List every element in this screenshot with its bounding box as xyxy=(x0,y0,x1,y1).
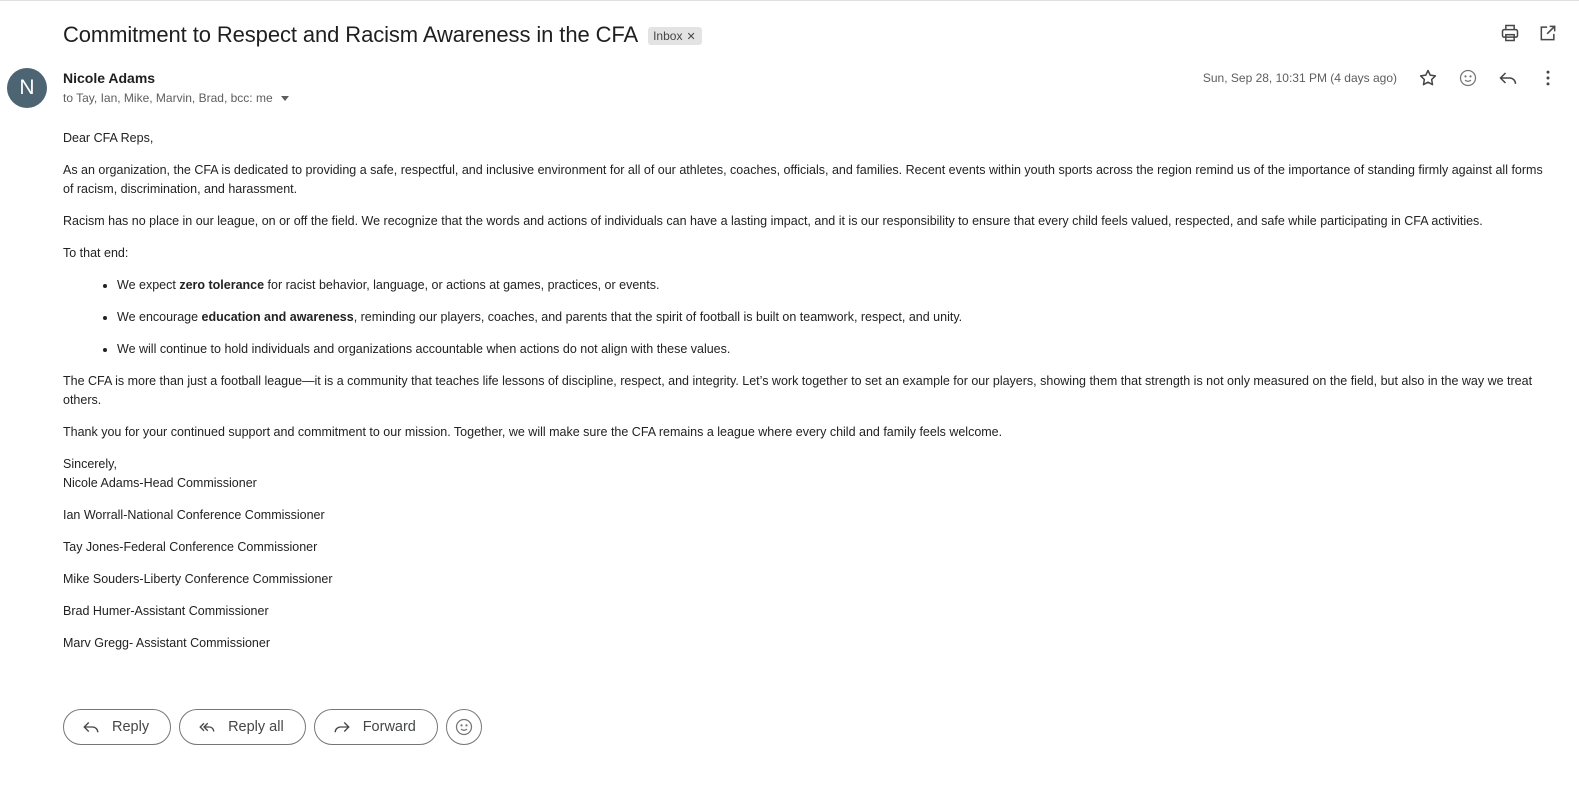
reply-button-label: Reply xyxy=(112,719,150,735)
emoji-icon[interactable] xyxy=(1457,67,1479,89)
signature-line: Marv Gregg- Assistant Commissioner xyxy=(63,636,271,650)
email-subject: Commitment to Respect and Racism Awareness in the CFA xyxy=(63,22,639,47)
forward-icon xyxy=(333,718,351,736)
body-paragraph: Thank you for your continued support and commitment to our mission. Together, we will make sure the CFA remains a league where every child and family feels welcome. xyxy=(63,425,1003,439)
policy-list xyxy=(117,276,1543,359)
reply-icon[interactable] xyxy=(1497,67,1519,89)
signature-line: Mike Souders-Liberty Conference Commissioner xyxy=(63,572,333,586)
top-divider xyxy=(0,0,1579,1)
signature-line: Tay Jones-Federal Conference Commissioner xyxy=(63,540,318,554)
signature-block xyxy=(63,455,1543,653)
thread-actions xyxy=(1499,22,1559,44)
greeting: Dear CFA Reps, xyxy=(63,131,154,145)
list-item: • We will continue to hold individuals and organizations accountable when actions do not align with these values. xyxy=(117,340,1543,359)
remove-label-icon[interactable]: ✕ xyxy=(686,30,696,43)
reply-actions xyxy=(63,709,482,745)
forward-button-label: Forward xyxy=(362,719,416,735)
closing: Sincerely, xyxy=(63,457,117,471)
inbox-label-chip[interactable] xyxy=(648,27,702,45)
avatar[interactable]: N xyxy=(7,68,47,108)
list-item: • We expect zero tolerance for racist behavior, language, or actions at games, practices, or events. xyxy=(117,276,1543,295)
signature-line: Ian Worrall-National Conference Commissioner xyxy=(63,508,325,522)
body-paragraph: To that end: xyxy=(63,246,129,260)
star-icon[interactable] xyxy=(1417,67,1439,89)
forward-button[interactable] xyxy=(314,709,438,745)
body-paragraph: The CFA is more than just a football league—it is a community that teaches life lessons of discipline, respect, and integrity. Let’s work together to set an example for our players, showing them that strength is not only measured on the field, but also in the way we treat others. xyxy=(63,374,1533,407)
email-body xyxy=(63,129,1543,666)
message-date: Sun, Sep 28, 10:31 PM (4 days ago) xyxy=(1202,71,1397,85)
body-paragraph: Racism has no place in our league, on or off the field. We recognize that the words and actions of individuals can have a lasting impact, and it is our responsibility to ensure that every child feels valued, respected, and safe while participating in CFA activities. xyxy=(63,214,1483,228)
message-meta xyxy=(1203,67,1559,89)
label-text: Inbox xyxy=(653,29,683,43)
reply-all-icon xyxy=(198,718,216,736)
chevron-down-icon[interactable] xyxy=(281,96,289,101)
signature-line: Brad Humer-Assistant Commissioner xyxy=(63,604,269,618)
reply-button[interactable] xyxy=(63,709,171,745)
recipients-line xyxy=(63,91,289,105)
open-in-new-icon[interactable] xyxy=(1537,22,1559,44)
emoji-reaction-button[interactable] xyxy=(446,709,482,745)
body-paragraph: As an organization, the CFA is dedicated to providing a safe, respectful, and inclusive environment for all of our athletes, coaches, officials, and families. Recent events within youth sports across the region remind us of the importance of standing firmly against all forms of racism, discrimination, and harassment. xyxy=(63,163,1543,196)
sender-name[interactable]: Nicole Adams xyxy=(63,70,156,86)
signature-line: Nicole Adams-Head Commissioner xyxy=(63,476,257,490)
reply-all-button[interactable] xyxy=(179,709,306,745)
print-icon[interactable] xyxy=(1499,22,1521,44)
more-vert-icon[interactable] xyxy=(1537,67,1559,89)
list-item: • We encourage education and awareness, reminding our players, coaches, and parents that the spirit of football is built on teamwork, respect, and unity. xyxy=(117,308,1543,327)
recipients-text: to Tay, Ian, Mike, Marvin, Brad, bcc: me xyxy=(63,91,273,105)
emoji-icon xyxy=(454,717,474,737)
reply-all-button-label: Reply all xyxy=(228,719,284,735)
subject-row xyxy=(63,20,702,50)
reply-icon xyxy=(82,718,100,736)
